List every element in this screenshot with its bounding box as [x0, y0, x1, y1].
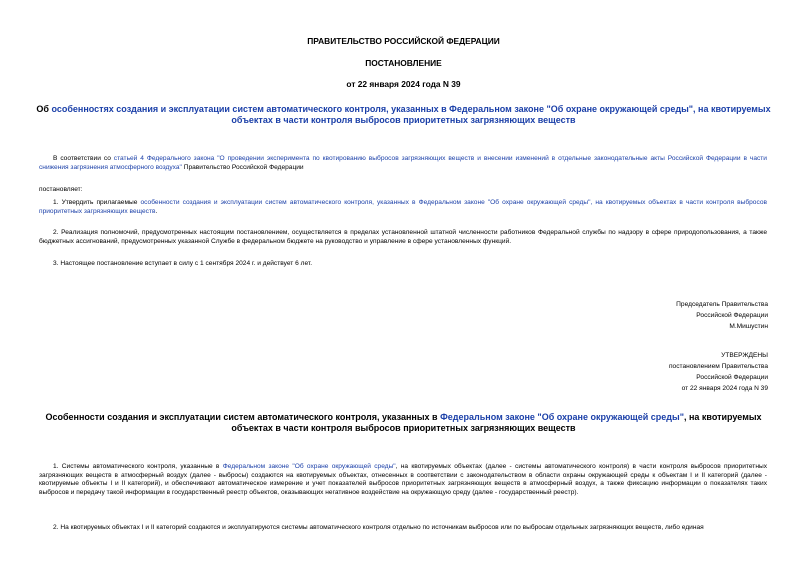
item-1-paragraph [39, 199, 767, 216]
annex-item-1-text-start: 1. Системы автоматического контроля, указанные в [53, 463, 223, 470]
item-1-link[interactable]: особенности создания и эксплуатации систем автоматического контроля, указанных в Федеральном законе "Об охране окружающей среды", на квотируемых объектах в части контроля выбросов приоритетных загрязняющих веществ [39, 199, 767, 215]
annex-item-2-paragraph: 2. На квотируемых объектах I и II категорий создаются и эксплуатируются системы автоматического контроля отдельно по источникам выбросов или по выбросам отдельных загрязняющих веществ, либо единая [53, 524, 704, 531]
item-1-text-start: 1. Утвердить прилагаемые [53, 199, 141, 206]
decree-title-prefix: Об [36, 104, 52, 114]
annex-title-start: Особенности создания и эксплуатации систем автоматического контроля, указанных в [45, 412, 441, 422]
annex-title-end: , на квотируемых объектах в части контроля выбросов приоритетных загрязняющих веществ [231, 412, 762, 433]
annex-item-1-link[interactable]: Федеральном законе "Об охране окружающей среды" [222, 463, 396, 470]
preamble-law-link[interactable]: статьей 4 Федерального закона "О проведении эксперимента по квотированию выбросов загрязняющих веществ и внесении изменений в отдельные законодательные акты Российской Федерации в части снижения загрязнения атмосферного воздуха" [39, 155, 767, 171]
annex-item-1-text-end: , на квотируемых объектах (далее - системы автоматического контроля) в части контроля выбросов приоритетных загрязняющих веществ в атмосферный воздух (далее - выбросы) создаются на квотируемых объектах, отнесенных в соответствии с законодательством в области охраны окружающей среды к объектам I и II категорий (далее - квотируемые объекты I и II категорий), и обеспечивают автоматическое измерение и учет показателей выбросов приоритетных загрязняющих веществ в атмосферный воздух, а также фиксацию информации о показателях таких выбросов и передачу такой информации в государственный реестр объектов, оказывающих негативное воздействие на окружающую среду (далее - государственный реестр). [39, 463, 768, 496]
signature-line-3: М.Мишустин [729, 323, 768, 330]
government-heading: ПРАВИТЕЛЬСТВО РОССИЙСКОЙ ФЕДЕРАЦИИ [307, 36, 500, 46]
decree-title-link[interactable]: особенностях создания и эксплуатации систем автоматического контроля, указанных в Федеральном законе "Об охране окружающей среды", на квотируемых объектах в части контроля выбросов приоритетных загрязняющих веществ [51, 104, 771, 125]
approved-block [560, 350, 768, 394]
decree-word: постановляет: [39, 186, 83, 193]
preamble-text-end: Правительство Российской Федерации [181, 163, 304, 171]
annex-title-link[interactable]: Федеральном законе "Об охране окружающей среды" [440, 412, 684, 422]
signature-line-2: Российской Федерации [696, 312, 768, 319]
preamble-text-start: В соответствии со [53, 155, 114, 162]
item-2-paragraph: 2. Реализация полномочий, предусмотренных настоящим постановлением, осуществляется в пределах установленной штатной численности работников Федеральной службы по надзору в сфере природопользования, а также бюджетных ассигнований, предусмотренных указанной Службе в федеральном бюджете на руководство и управление в сфере установленных функций. [39, 229, 767, 245]
date-number-heading: от 22 января 2024 года N 39 [346, 79, 461, 89]
doc-type-heading: ПОСТАНОВЛЕНИЕ [365, 58, 442, 68]
item-3-paragraph: 3. Настоящее постановление вступает в силу с 1 сентября 2024 г. и действует 6 лет. [53, 260, 313, 267]
signature-line-1: Председатель Правительства [676, 301, 768, 308]
approved-line-3: Российской Федерации [696, 374, 768, 381]
signature-block [560, 299, 768, 332]
approved-line-4: от 22 января 2024 года N 39 [681, 385, 768, 392]
approved-line-1: УТВЕРЖДЕНЫ [721, 352, 768, 359]
preamble-paragraph [39, 155, 767, 172]
annex-title [30, 412, 777, 434]
annex-item-1-paragraph [39, 463, 767, 497]
item-1-text-end: . [155, 207, 158, 215]
decree-title [30, 104, 777, 126]
approved-line-2: постановлением Правительства [668, 363, 768, 370]
